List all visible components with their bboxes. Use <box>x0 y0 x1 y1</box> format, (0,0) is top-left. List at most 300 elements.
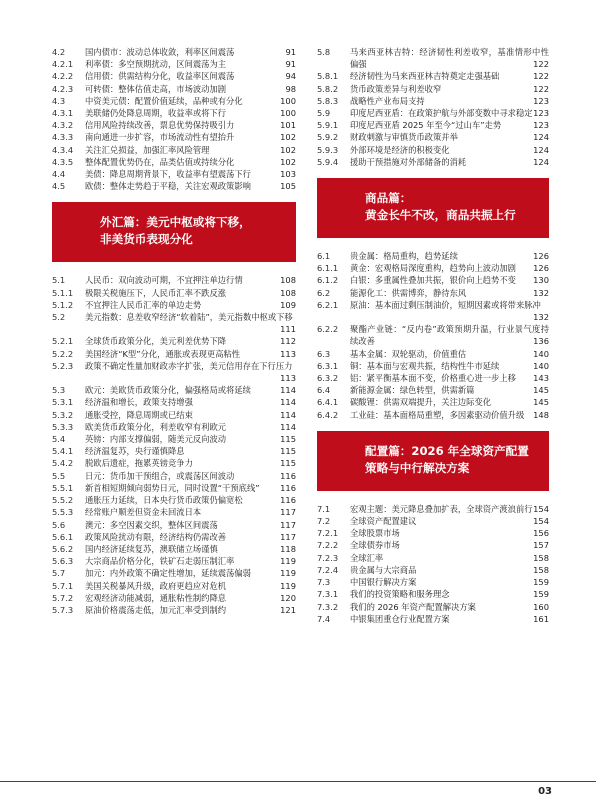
toc-entry-page: 124 <box>533 156 549 167</box>
toc-entry[interactable] <box>317 576 549 588</box>
toc-entry-text: 经常账户顺差但资金未回流日本 <box>85 507 202 518</box>
toc-entry[interactable] <box>52 180 296 192</box>
toc-entry-number: 5.4.1 <box>52 446 74 457</box>
toc-entry-page: 160 <box>533 601 549 612</box>
toc-entry[interactable] <box>317 70 549 82</box>
toc-entry-number: 4.2.1 <box>52 59 74 70</box>
toc-entry-page: 114 <box>280 421 296 432</box>
toc-entry-number: 6.4 <box>317 385 331 396</box>
toc-entry[interactable] <box>52 433 296 445</box>
toc-entry-title <box>350 131 549 143</box>
chapter-digit: 6 <box>327 172 368 241</box>
toc-entry-number: 5.9.1 <box>317 120 339 131</box>
toc-entry-text: 工业硅：基本面格局重塑，多因素驱动价值升级 <box>350 409 525 420</box>
toc-entry-number: 5.4.2 <box>52 458 74 469</box>
toc-entry-title <box>85 58 296 70</box>
toc-entry-title <box>85 348 296 360</box>
chapter-title-line1: 配置篇：2026 年全球资产配置 <box>365 443 529 458</box>
toc-section-4 <box>52 46 296 192</box>
toc-entry-title <box>85 107 296 119</box>
toc-entry-page: 126 <box>533 251 549 262</box>
toc-entry-title <box>85 421 296 433</box>
toc-entry-page: 158 <box>533 552 549 563</box>
toc-entry-title <box>85 384 296 396</box>
toc-entry-text: 可转债：整体估值走高，市场波动加剧 <box>85 83 227 94</box>
toc-entry-page: 123 <box>533 108 549 119</box>
toc-entry-title <box>350 384 549 396</box>
toc-entry[interactable] <box>317 348 549 360</box>
toc-entry-page: 109 <box>280 299 296 310</box>
toc-entry-page: 143 <box>533 373 549 384</box>
toc-entry-page: 145 <box>533 385 549 396</box>
toc-entry-text: 原油价格震荡走低，加元汇率受到制约 <box>85 604 227 615</box>
toc-entry-page: 119 <box>280 568 296 579</box>
toc-entry-page: 111 <box>280 324 296 335</box>
toc-entry-number: 4.3.2 <box>52 120 74 131</box>
toc-entry-number: 5.3.1 <box>52 397 74 408</box>
toc-entry-title <box>85 335 296 347</box>
toc-entry[interactable] <box>52 396 296 408</box>
toc-entry[interactable] <box>317 588 549 600</box>
toc-entry-title <box>85 396 296 408</box>
toc-entry-number: 4.2.2 <box>52 71 74 82</box>
toc-entry-text: 利率债：多空预期扰动，区间震荡为主 <box>85 59 227 70</box>
toc-entry-number: 4.2 <box>52 47 66 57</box>
toc-entry-number: 4.3.4 <box>52 144 74 155</box>
toc-entry-number: 6.1.2 <box>317 275 339 286</box>
toc-entry[interactable] <box>52 360 296 384</box>
toc-entry[interactable] <box>317 131 549 143</box>
toc-entry[interactable] <box>317 409 549 421</box>
toc-entry-page: 102 <box>280 156 296 167</box>
toc-entry-number: 5.6.1 <box>52 531 74 542</box>
toc-entry-title <box>350 250 549 262</box>
toc-entry-text: 原油：基本面过剩压制油价，短期因素或将带来脉冲 <box>350 299 541 310</box>
toc-entry-page: 119 <box>280 580 296 591</box>
toc-entry[interactable] <box>317 262 549 274</box>
toc-entry-text: 贵金属：格局重构，趋势延续 <box>350 251 458 262</box>
chapter-title-line2: 策略与中行解决方案 <box>365 460 470 475</box>
toc-entry-page: 114 <box>280 397 296 408</box>
toc-entry-number: 5.1.2 <box>52 299 74 310</box>
toc-entry-title <box>85 567 296 579</box>
toc-entry-number: 5.4 <box>52 434 66 445</box>
toc-entry-text: 信用风险持续改善，票息优势保持吸引力 <box>85 120 235 131</box>
toc-entry[interactable] <box>52 531 296 543</box>
toc-entry-page: 102 <box>280 144 296 155</box>
toc-entry[interactable] <box>52 299 296 311</box>
toc-entry[interactable] <box>52 287 296 299</box>
toc-entry-text: 印度尼西亚盾：在政策护航与外部变数中寻求稳定 <box>350 108 533 119</box>
toc-entry-number: 6.2 <box>317 287 331 298</box>
toc-entry-title <box>85 482 296 494</box>
toc-entry[interactable] <box>52 604 296 616</box>
toc-entry-page: 156 <box>533 528 549 539</box>
toc-entry[interactable] <box>317 83 549 95</box>
toc-entry-text: 整体配置优势仍在，品类估值或持续分化 <box>85 156 235 167</box>
toc-entry-title <box>350 552 549 564</box>
toc-entry-text: 经济韧性为马来西亚林吉特奠定走强基础 <box>350 71 500 82</box>
toc-entry-title <box>85 604 296 616</box>
toc-entry-text: 人民币：双向波动可期，不宜押注单边行情 <box>85 275 243 286</box>
toc-entry-number: 5.7 <box>52 568 66 579</box>
toc-entry[interactable] <box>317 384 549 396</box>
toc-entry-number: 5.8 <box>317 47 331 57</box>
toc-entry-number: 5.3.3 <box>52 421 74 432</box>
toc-entry-page: 136 <box>533 336 549 347</box>
toc-entry-title <box>85 433 296 445</box>
toc-entry-title <box>85 46 296 58</box>
toc-entry-page: 132 <box>533 287 549 298</box>
toc-entry-title <box>85 168 296 180</box>
toc-entry-title <box>350 299 549 323</box>
toc-section-5 <box>52 274 296 616</box>
toc-entry-page: 117 <box>280 519 296 530</box>
toc-entry-text: 中资美元债：配置价值延续，品种或有分化 <box>85 95 243 106</box>
toc-entry-title <box>85 470 296 482</box>
toc-entry-page: 140 <box>533 360 549 371</box>
toc-entry-text: 不宜押注人民币汇率的单边走势 <box>85 299 202 310</box>
toc-entry-title <box>350 262 549 274</box>
toc-entry-page: 114 <box>280 385 296 396</box>
toc-entry[interactable] <box>317 613 549 625</box>
toc-entry-number: 5.5 <box>52 470 66 481</box>
toc-entry-page: 98 <box>285 83 296 94</box>
toc-entry-number: 5.5.1 <box>52 482 74 493</box>
toc-entry[interactable] <box>317 95 549 107</box>
toc-entry-number: 5.6.2 <box>52 543 74 554</box>
toc-entry[interactable] <box>52 119 296 131</box>
toc-entry[interactable] <box>52 107 296 119</box>
toc-entry-page: 145 <box>533 397 549 408</box>
toc-entry[interactable] <box>317 274 549 286</box>
toc-entry-title <box>350 287 549 299</box>
toc-entry[interactable] <box>317 539 549 551</box>
toc-entry[interactable] <box>52 457 296 469</box>
toc-entry[interactable] <box>52 168 296 180</box>
toc-entry-page: 114 <box>280 409 296 420</box>
toc-entry-text: 我们的投资策略和服务理念 <box>350 589 450 600</box>
toc-entry-text: 战略性产业布局支持 <box>350 95 425 106</box>
toc-entry-text: 极限关税施压下，人民币汇率不跌反涨 <box>85 287 227 298</box>
toc-entry-text: 宏观经济动能减弱，通胀粘性制约降息 <box>85 592 227 603</box>
toc-entry-page: 126 <box>533 263 549 274</box>
toc-entry-page: 121 <box>280 604 296 615</box>
toc-entry-text: 美联储仍处降息周期，收益率或将下行 <box>85 108 227 119</box>
toc-entry[interactable] <box>317 527 549 539</box>
toc-entry-number: 5.2.2 <box>52 348 74 359</box>
toc-entry-title <box>350 396 549 408</box>
toc-entry-title <box>85 131 296 143</box>
toc-entry-title <box>85 83 296 95</box>
toc-entry-text: 宏观主题：美元降息叠加扩表，全球资产渡浪前行 <box>350 503 533 514</box>
toc-entry-text: 全球货币政策分化，美元利差优势下降 <box>85 336 227 347</box>
toc-entry-number: 6.2.1 <box>317 299 339 310</box>
toc-entry-text: 南向通进一步扩容，市场流动性有望抬升 <box>85 132 235 143</box>
toc-entry-number: 6.3.2 <box>317 373 339 384</box>
toc-entry-text: 能源化工：供需博弈，静待东风 <box>350 287 467 298</box>
toc-entry[interactable] <box>317 323 549 347</box>
toc-entry-number: 5.8.3 <box>317 95 339 106</box>
chapter-title-line1: 商品篇： <box>365 191 412 206</box>
toc-entry-text: 英镑：内部支撑偏弱，随美元反向波动 <box>85 434 227 445</box>
chapter-title <box>365 190 516 224</box>
toc-entry-text: 欧元：美欧货币政策分化，偏强格局或将延续 <box>85 385 251 396</box>
toc-entry-title <box>85 506 296 518</box>
toc-entry-title <box>350 372 549 384</box>
toc-entry-page: 120 <box>280 592 296 603</box>
toc-entry-page: 122 <box>533 83 549 94</box>
toc-entry-number: 5.3.2 <box>52 409 74 420</box>
toc-entry[interactable] <box>52 384 296 396</box>
toc-entry[interactable] <box>317 107 549 119</box>
toc-entry-text: 美国经济“K型”分化，通胀或表现更高粘性 <box>85 348 241 359</box>
toc-entry[interactable] <box>52 519 296 531</box>
toc-entry-text: 马来西亚林吉特：经济韧性利差收窄，基准情形中性偏强 <box>350 47 549 70</box>
toc-entry-text: 中银集团重仓行业配置方案 <box>350 613 450 624</box>
toc-entry-title <box>350 576 549 588</box>
toc-entry[interactable] <box>317 503 549 515</box>
toc-entry-text: 外部环境是经济的积极变化 <box>350 144 450 155</box>
toc-entry-page: 132 <box>533 312 549 323</box>
toc-entry-number: 7.3.1 <box>317 589 339 600</box>
chapter-title <box>100 214 251 248</box>
toc-entry-title <box>350 144 549 156</box>
toc-entry[interactable] <box>52 274 296 286</box>
toc-entry[interactable] <box>317 250 549 262</box>
toc-entry[interactable] <box>317 515 549 527</box>
toc-entry[interactable] <box>52 83 296 95</box>
toc-entry-number: 7.2.2 <box>317 540 339 551</box>
toc-entry-title <box>350 323 549 347</box>
toc-entry-page: 161 <box>533 613 549 624</box>
toc-entry-page: 115 <box>280 434 296 445</box>
toc-section-7 <box>317 503 549 625</box>
toc-entry-title <box>350 527 549 539</box>
toc-entry[interactable] <box>52 494 296 506</box>
toc-entry[interactable] <box>317 396 549 408</box>
chapter-number-badge <box>325 424 368 493</box>
toc-entry-title <box>85 287 296 299</box>
toc-entry-title <box>350 83 549 95</box>
toc-entry[interactable] <box>317 156 549 168</box>
toc-entry[interactable] <box>52 156 296 168</box>
toc-entry[interactable] <box>52 46 296 58</box>
toc-entry-page: 101 <box>280 120 296 131</box>
toc-entry-title <box>85 531 296 543</box>
toc-entry[interactable] <box>317 552 549 564</box>
toc-entry-number: 5.8.1 <box>317 71 339 82</box>
toc-entry-number: 7.2.3 <box>317 552 339 563</box>
toc-entry-text: 印度尼西亚盾 2025 年至今“过山车”走势 <box>350 120 502 131</box>
toc-entry-page: 115 <box>280 458 296 469</box>
toc-entry-text: 全球汇率 <box>350 552 384 563</box>
toc-entry-number: 4.3.5 <box>52 156 74 167</box>
toc-entry-title <box>85 119 296 131</box>
toc-entry[interactable] <box>317 287 549 299</box>
toc-entry-number: 5.2.1 <box>52 336 74 347</box>
toc-entry-title <box>350 613 549 625</box>
toc-entry-number: 4.5 <box>52 181 66 192</box>
toc-entry-number: 7.3 <box>317 577 331 588</box>
toc-entry-page: 103 <box>280 169 296 180</box>
toc-entry-title <box>350 503 549 515</box>
toc-entry-text: 财政刺激与审慎货币政策并举 <box>350 132 458 143</box>
toc-entry[interactable] <box>52 335 296 347</box>
toc-entry-text: 美债：降息周期背景下，收益率有望震荡下行 <box>85 169 251 180</box>
toc-entry-text: 美国关税暴风升级，政府更趋应对危机 <box>85 580 227 591</box>
toc-entry[interactable] <box>52 555 296 567</box>
toc-entry[interactable] <box>52 506 296 518</box>
toc-entry-text: 澳元：多空因素交织，整体区间震荡 <box>85 519 218 530</box>
toc-entry-text: 日元：货币加干预组合，或震荡区间波动 <box>85 470 235 481</box>
toc-entry[interactable] <box>52 543 296 555</box>
toc-entry-number: 5.9.2 <box>317 132 339 143</box>
toc-entry-title <box>85 457 296 469</box>
toc-entry-text: 政策不确定性量加财政赤字扩张，美元信用存在下行压力 <box>85 360 293 371</box>
chapter-title <box>365 443 529 477</box>
toc-entry-text: 欧债：整体走势趋于平稳，关注宏观政策影响 <box>85 181 251 192</box>
toc-entry-text: 国内债市：波动总体收敛，利率区间震荡 <box>85 47 235 57</box>
toc-entry-text: 中国银行解决方案 <box>350 577 417 588</box>
toc-entry-text: 基本金属：双轮驱动，价值重估 <box>350 348 467 359</box>
toc-entry-text: 全球债券市场 <box>350 540 400 551</box>
toc-entry-page: 140 <box>533 348 549 359</box>
toc-entry-page: 124 <box>533 144 549 155</box>
toc-entry-text: 我们的 2026 年资产配置解决方案 <box>350 601 476 612</box>
toc-entry-title <box>350 156 549 168</box>
toc-entry-page: 94 <box>285 71 296 82</box>
toc-entry-title <box>350 515 549 527</box>
toc-entry-title <box>350 107 549 119</box>
toc-entry-text: 碳酸锂：供需双端提升，关注边际变化 <box>350 397 492 408</box>
toc-entry-text: 全球资产配置建议 <box>350 516 417 527</box>
toc-entry[interactable] <box>52 58 296 70</box>
toc-entry[interactable] <box>52 311 296 335</box>
toc-entry[interactable] <box>52 144 296 156</box>
toc-entry[interactable] <box>317 601 549 613</box>
toc-entry-title <box>85 95 296 107</box>
toc-entry-text: 铜：基本面与宏观共振，结构性牛市延续 <box>350 360 500 371</box>
toc-entry-text: 脱欧后遗症，拖累英镑竞争力 <box>85 458 193 469</box>
toc-entry-page: 119 <box>280 556 296 567</box>
toc-entry[interactable] <box>52 445 296 457</box>
toc-entry-page: 118 <box>280 543 296 554</box>
toc-entry-title <box>85 156 296 168</box>
toc-entry-page: 116 <box>280 482 296 493</box>
toc-entry[interactable] <box>52 421 296 433</box>
toc-entry[interactable] <box>317 119 549 131</box>
toc-entry[interactable] <box>52 482 296 494</box>
toc-entry-title <box>350 119 549 131</box>
toc-section-5-cont <box>317 46 549 168</box>
toc-entry[interactable] <box>317 372 549 384</box>
toc-entry-title <box>350 360 549 372</box>
toc-entry-title <box>85 580 296 592</box>
toc-entry-number: 7.4 <box>317 613 331 624</box>
toc-entry-title <box>85 360 296 384</box>
toc-entry-title <box>85 180 296 192</box>
toc-entry[interactable] <box>317 46 549 70</box>
toc-entry[interactable] <box>52 580 296 592</box>
toc-entry[interactable] <box>52 348 296 360</box>
toc-entry-text: 美元指数：息差收窄经济“软着陆”，美元指数中枢或下移 <box>85 312 293 323</box>
chapter-number-badge <box>60 196 103 265</box>
toc-entry-page: 157 <box>533 540 549 551</box>
toc-entry-text: 贵金属与大宗商品 <box>350 564 417 575</box>
toc-entry-number: 6.1 <box>317 251 331 262</box>
toc-entry[interactable] <box>317 564 549 576</box>
toc-entry-number: 5.1.1 <box>52 287 74 298</box>
toc-entry-number: 5.9.3 <box>317 144 339 155</box>
toc-entry-title <box>85 409 296 421</box>
chapter-digit: 5 <box>62 196 103 265</box>
toc-entry-number: 7.3.2 <box>317 601 339 612</box>
toc-entry[interactable] <box>52 70 296 82</box>
toc-entry-title <box>350 46 549 70</box>
toc-entry-title <box>350 564 549 576</box>
toc-entry-number: 7.1 <box>317 503 331 514</box>
toc-entry-text: 铝：紧平衡基本面不变，价格重心进一步上移 <box>350 373 516 384</box>
chapter-title-line1: 外汇篇：美元中枢或将下移， <box>100 215 251 230</box>
toc-entry-number: 6.4.2 <box>317 409 339 420</box>
toc-entry-title <box>85 519 296 531</box>
toc-entry-page: 158 <box>533 564 549 575</box>
toc-entry-page: 102 <box>280 132 296 143</box>
toc-entry[interactable] <box>317 299 549 323</box>
toc-entry-text: 关注汇兑损益，加强汇率风险管理 <box>85 144 210 155</box>
toc-entry[interactable] <box>52 567 296 579</box>
toc-entry-page: 117 <box>280 507 296 518</box>
toc-entry-title <box>350 588 549 600</box>
toc-entry-number: 5.6 <box>52 519 66 530</box>
toc-entry-title <box>350 348 549 360</box>
toc-entry-text: 大宗商品价格分化，铁矿石走弱压制汇率 <box>85 556 235 567</box>
toc-entry-text: 政策风险扰动有限，经济结构仍需改善 <box>85 531 227 542</box>
toc-entry[interactable] <box>52 131 296 143</box>
toc-entry-number: 4.4 <box>52 169 66 180</box>
chapter-banner-5 <box>52 196 296 265</box>
toc-entry-number: 5.2 <box>52 312 66 323</box>
toc-entry[interactable] <box>317 360 549 372</box>
toc-entry[interactable] <box>52 409 296 421</box>
toc-entry-page: 108 <box>280 275 296 286</box>
toc-entry[interactable] <box>52 592 296 604</box>
chapter-banner-6 <box>317 172 549 241</box>
chapter-title-line2: 非美货币表现分化 <box>100 232 193 247</box>
toc-left-column <box>52 46 296 616</box>
toc-entry-number: 5.2.3 <box>52 360 74 371</box>
toc-entry-text: 白银：多重属性叠加共振，银价向上趋势不变 <box>350 275 516 286</box>
toc-entry-page: 124 <box>533 132 549 143</box>
toc-entry-number: 5.5.2 <box>52 495 74 506</box>
toc-entry[interactable] <box>52 95 296 107</box>
toc-entry-text: 新首相短期倾向弱势日元，同时设置“干预底线” <box>85 482 260 493</box>
toc-entry-page: 108 <box>280 287 296 298</box>
toc-entry-number: 4.3.1 <box>52 108 74 119</box>
toc-entry-text: 全球股票市场 <box>350 528 400 539</box>
toc-entry-text: 援助干预措施对外部储备的消耗 <box>350 156 467 167</box>
toc-entry-page: 122 <box>533 59 549 70</box>
toc-entry-number: 5.9.4 <box>317 156 339 167</box>
toc-entry-title <box>350 409 549 421</box>
toc-entry-number: 4.3 <box>52 95 66 106</box>
toc-entry[interactable] <box>317 144 549 156</box>
toc-entry-title <box>85 592 296 604</box>
toc-entry[interactable] <box>52 470 296 482</box>
toc-entry-number: 6.3.1 <box>317 360 339 371</box>
toc-entry-page: 130 <box>533 275 549 286</box>
